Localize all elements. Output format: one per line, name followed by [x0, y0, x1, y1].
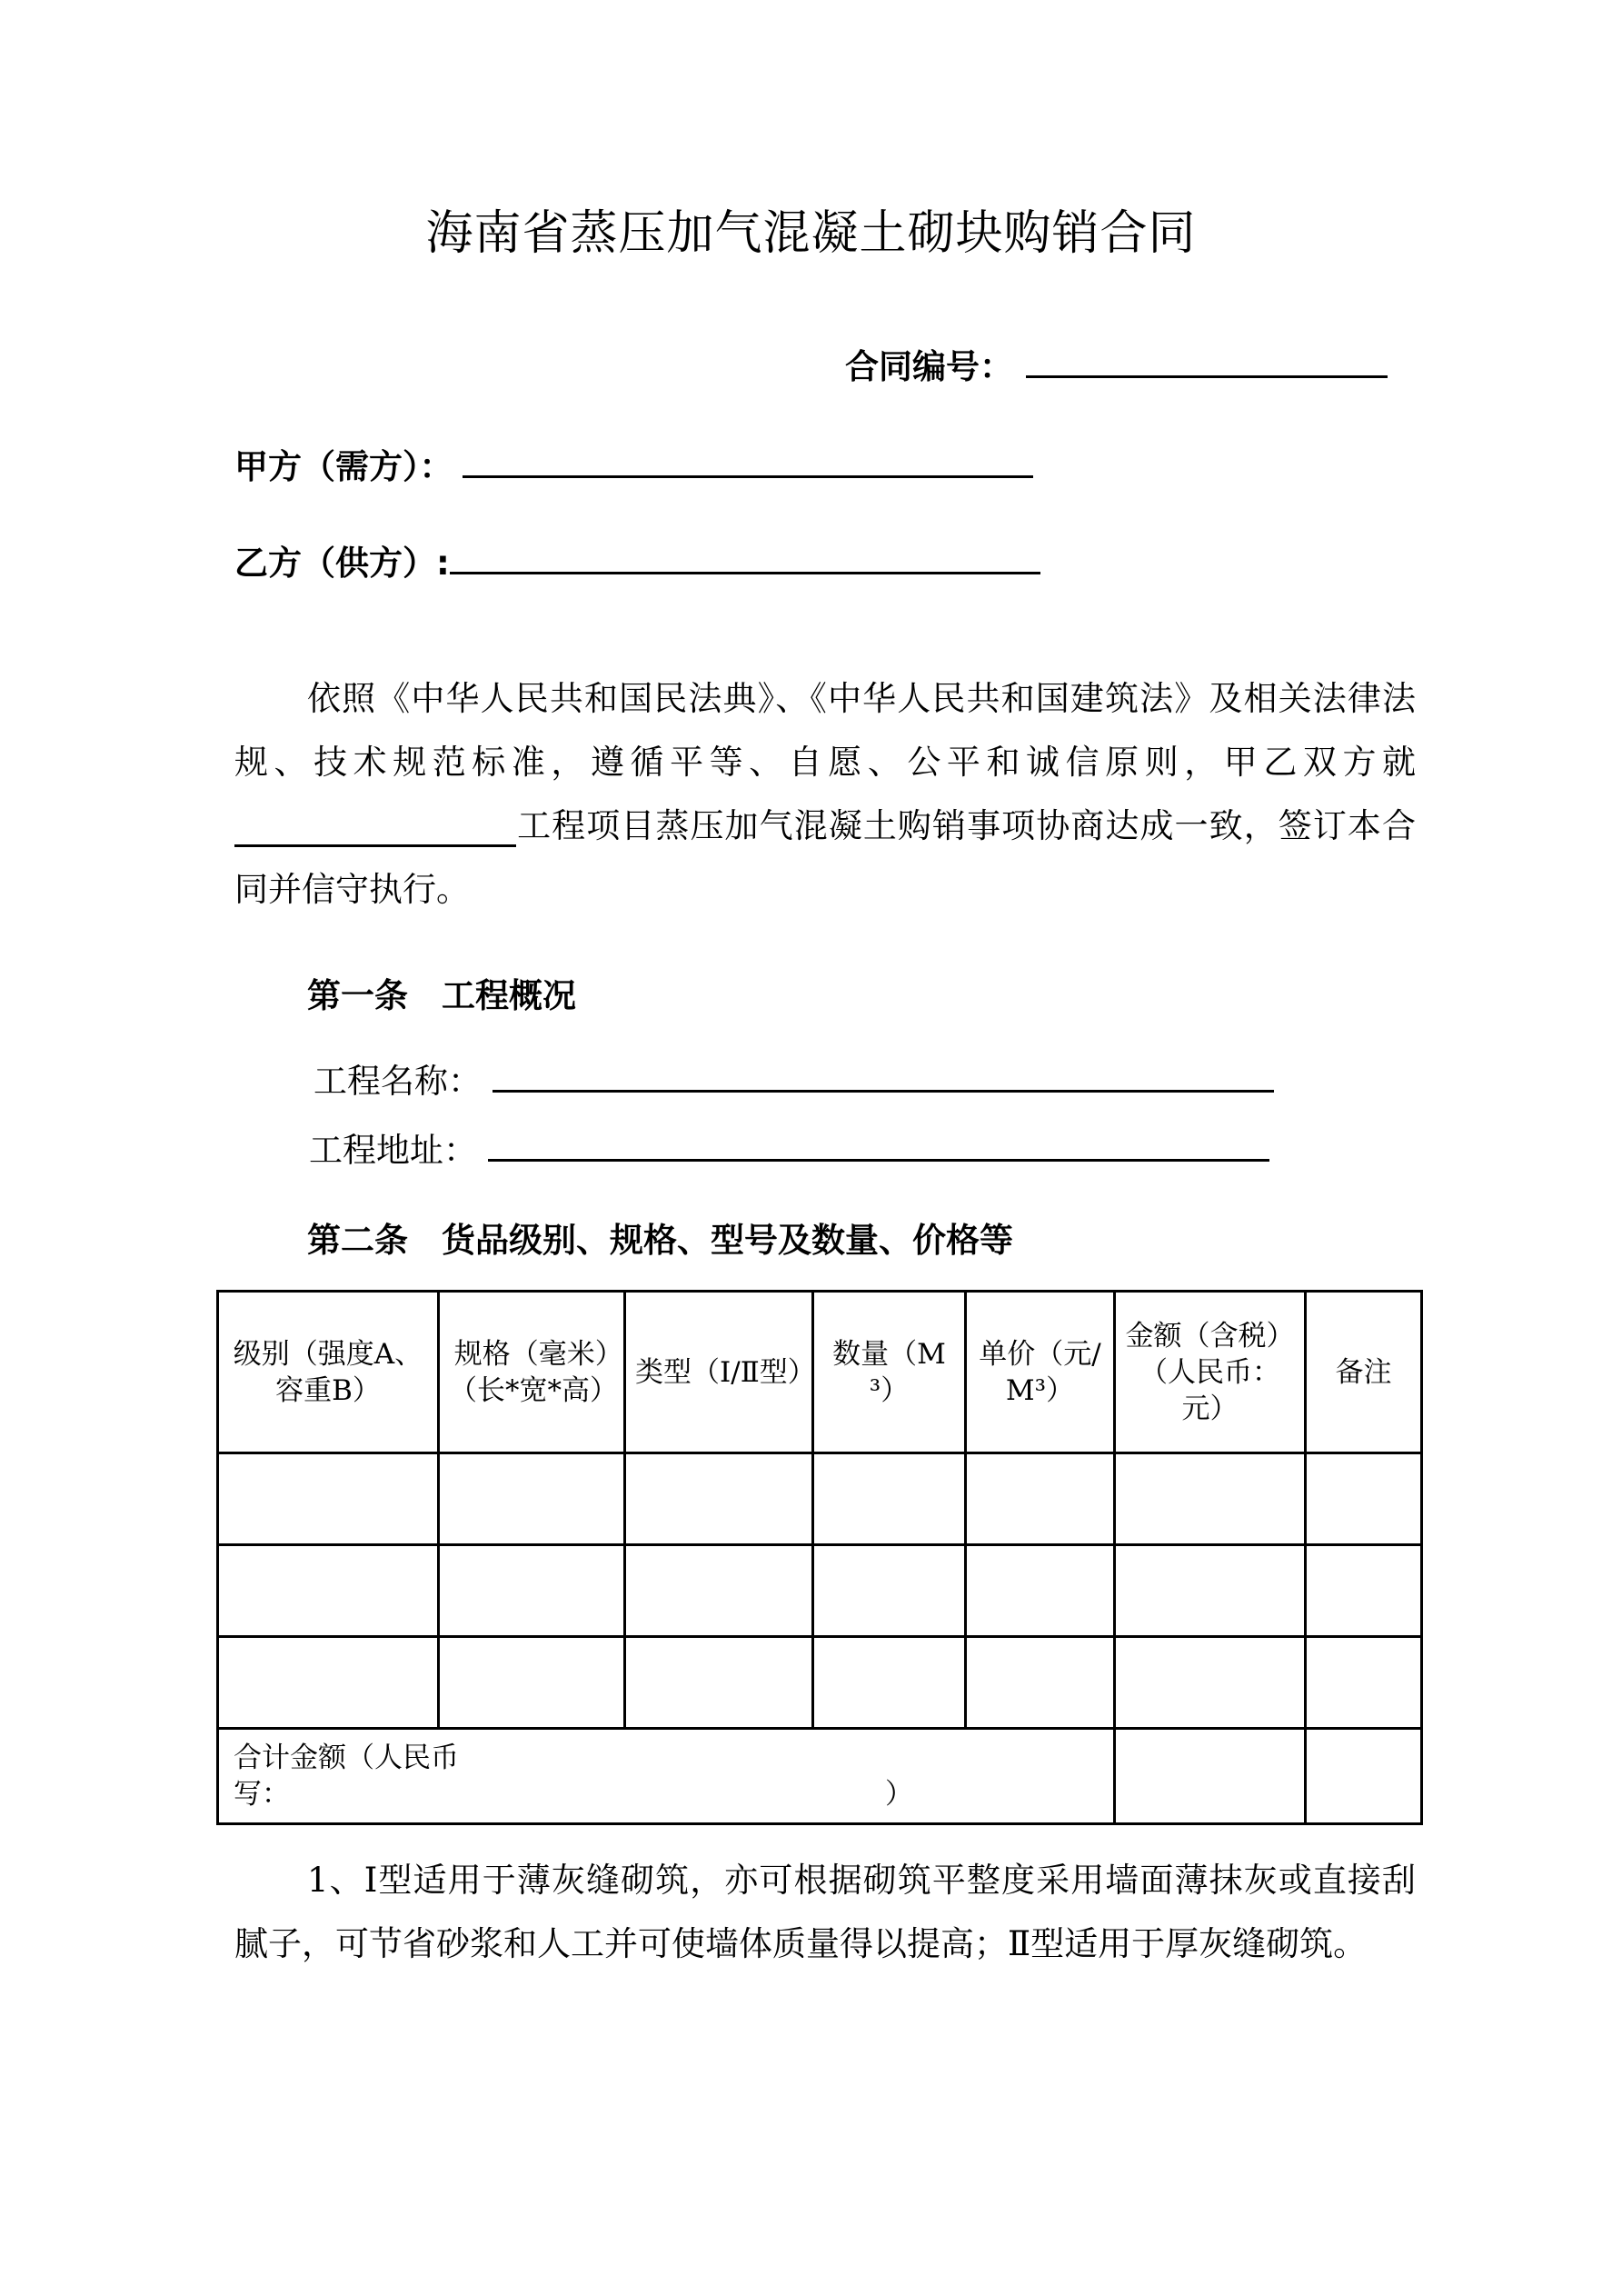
cell-unit-price[interactable] [966, 1453, 1115, 1545]
total-label-line1: 合计金额（人民币 [234, 1742, 459, 1774]
table-total-row [218, 1729, 1422, 1824]
cell-amount[interactable] [1115, 1545, 1306, 1637]
table-header-row [218, 1292, 1422, 1453]
table-row [218, 1545, 1422, 1637]
header-grade: 级别（强度A、容重B） [218, 1292, 439, 1453]
contract-number-field[interactable] [1026, 348, 1388, 378]
cell-grade[interactable] [218, 1453, 439, 1545]
contract-number-line [845, 347, 1388, 387]
cell-unit-price[interactable] [966, 1637, 1115, 1729]
cell-type[interactable] [625, 1545, 813, 1637]
goods-table [216, 1290, 1423, 1825]
note-1-paragraph: 1、Ⅰ型适用于薄灰缝砌筑，亦可根据砌筑平整度采用墙面薄抹灰或直接刮腻子，可节省砂浆和人工并可使墙体质量得以提高；Ⅱ型适用于厚灰缝砌筑。 [234, 1861, 1416, 1963]
cell-grade[interactable] [218, 1545, 439, 1637]
table-row [218, 1453, 1422, 1545]
cell-spec[interactable] [439, 1453, 625, 1545]
preamble-text-1: 依照《中华人民共和国民法典》、《中华人民共和国建筑法》及相关法律法规、技术规范标准，遵循平等、自愿、公平和诚信原则，甲乙双方就 [234, 679, 1416, 782]
table-row [218, 1637, 1422, 1729]
header-spec: 规格（毫米）（长*宽*高） [439, 1292, 625, 1453]
party-a-field[interactable] [463, 448, 1033, 478]
cell-amount[interactable] [1115, 1453, 1306, 1545]
cell-spec[interactable] [439, 1545, 625, 1637]
project-address-label: 工程地址： [309, 1131, 477, 1170]
cell-remark[interactable] [1306, 1637, 1422, 1729]
cell-type[interactable] [625, 1637, 813, 1729]
cell-type[interactable] [625, 1453, 813, 1545]
header-quantity: 数量（M³） [813, 1292, 966, 1453]
header-amount: 金额（含税）（人民币：元） [1115, 1292, 1306, 1453]
cell-quantity[interactable] [813, 1637, 966, 1729]
header-remark: 备注 [1306, 1292, 1422, 1453]
party-b-field[interactable] [450, 544, 1040, 574]
project-name-label: 工程名称： [313, 1062, 482, 1101]
document-title: 海南省蒸压加气混凝土砌块购销合同 [425, 206, 1197, 261]
project-blank-field[interactable] [234, 814, 516, 847]
total-close-paren: ） [885, 1778, 913, 1811]
cell-quantity[interactable] [813, 1453, 966, 1545]
article-1-heading: 第一条 工程概况 [307, 976, 576, 1015]
party-a-line [234, 447, 1033, 487]
total-label-line2: 写： [234, 1778, 290, 1811]
preamble-text-2: 工程项目蒸压加气混凝土购销事项协商达成一致，签订本合同并信守执行。 [234, 806, 1416, 909]
party-b-label: 乙方（供方）: [234, 544, 450, 583]
cell-grade[interactable] [218, 1637, 439, 1729]
project-name-line [313, 1062, 1274, 1102]
header-type: 类型（Ⅰ/Ⅱ型） [625, 1292, 813, 1453]
total-amount-cell[interactable] [1115, 1729, 1306, 1824]
party-b-line [234, 544, 1040, 584]
party-a-label: 甲方（需方）： [234, 447, 453, 486]
cell-spec[interactable] [439, 1637, 625, 1729]
project-address-line [309, 1131, 1269, 1171]
cell-quantity[interactable] [813, 1545, 966, 1637]
project-name-field[interactable] [493, 1063, 1274, 1093]
total-amount-label-cell[interactable] [218, 1729, 1115, 1824]
preamble-paragraph [234, 667, 1416, 922]
cell-unit-price[interactable] [966, 1545, 1115, 1637]
header-unit-price: 单价（元/M³） [966, 1292, 1115, 1453]
cell-remark[interactable] [1306, 1545, 1422, 1637]
cell-amount[interactable] [1115, 1637, 1306, 1729]
contract-number-label: 合同编号： [845, 347, 1013, 386]
cell-remark[interactable] [1306, 1453, 1422, 1545]
article-2-heading: 第二条 货品级别、规格、型号及数量、价格等 [307, 1221, 1013, 1260]
project-address-field[interactable] [488, 1132, 1269, 1162]
total-remark-cell[interactable] [1306, 1729, 1422, 1824]
